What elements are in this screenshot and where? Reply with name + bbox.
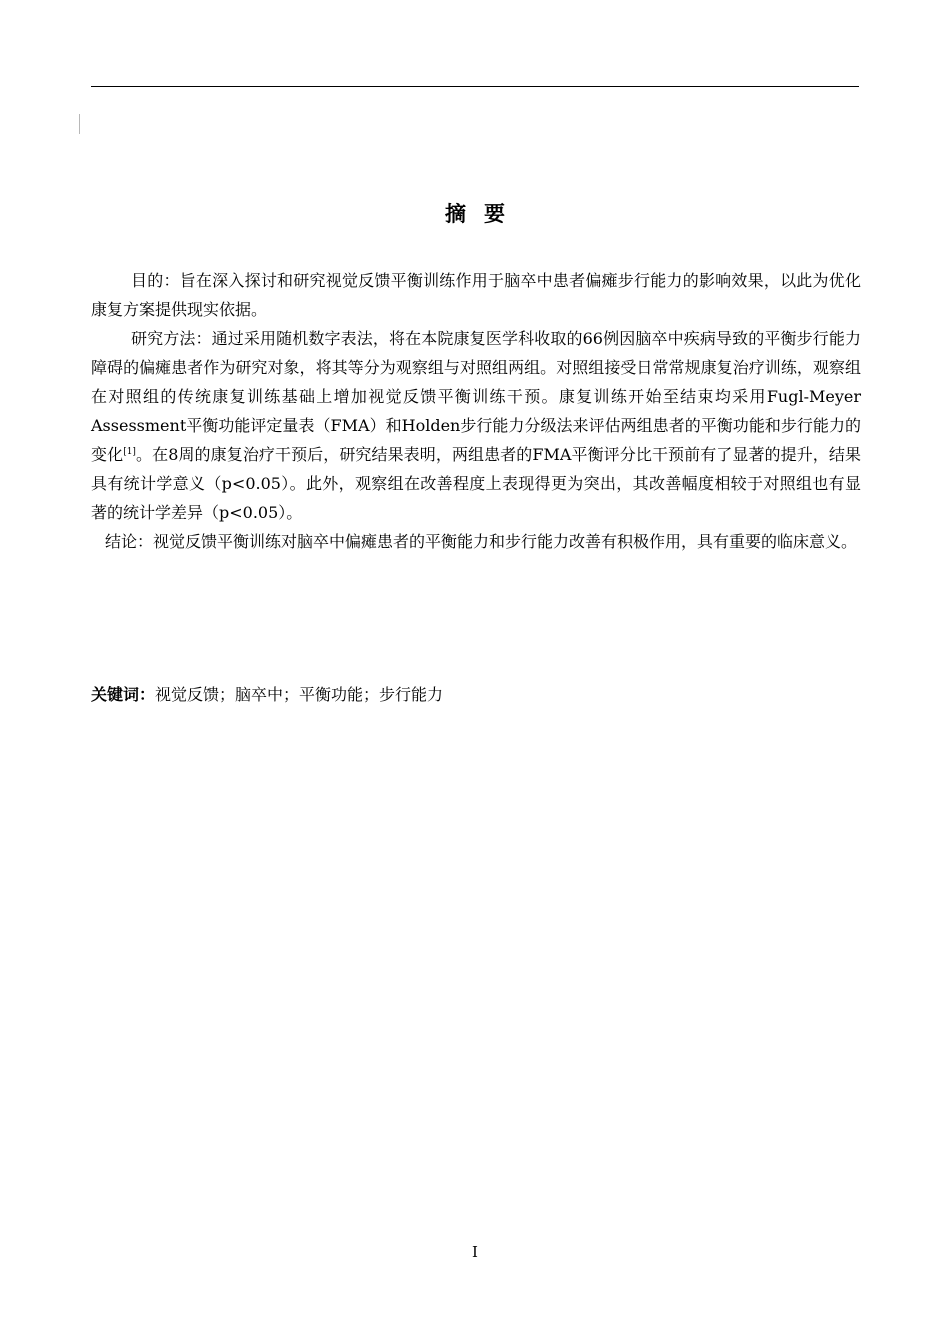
page-number: I [472, 1243, 478, 1261]
conclusion-paragraph: 结论：视觉反馈平衡训练对脑卒中偏瘫患者的平衡能力和步行能力改善有积极作用，具有重要的临床意义。 [105, 532, 858, 551]
page-title: 摘要 [445, 202, 523, 226]
margin-mark [79, 114, 80, 134]
header-rule [91, 86, 859, 87]
abstract-body [91, 266, 861, 556]
methods-text-continued: 。在8周的康复治疗干预后，研究结果表明，两组患者的FMA平衡评分比干预前有了显著的提升，结果具有统计学意义（p<0.05）。此外，观察组在改善程度上表现得更为突出，其改善幅度相较于对照组也有显著的统计学差异（p<0.05）。 [91, 445, 861, 522]
keywords-label: 关键词： [91, 685, 156, 704]
methods-paragraph [91, 324, 861, 527]
methods-text: 研究方法：通过采用随机数字表法，将在本院康复医学科收取的66例因脑卒中疾病导致的平衡步行能力障碍的偏瘫患者作为研究对象，将其等分为观察组与对照组两组。对照组接受日常常规康复治疗训练，观察组在对照组的传统康复训练基础上增加视觉反馈平衡训练干预。康复训练开始至结束均采用Fugl-Meyer Assessment平衡功能评定量表（FMA）和Holden步行能力分级法来评估两组患者的平衡功能和步行能力的变化 [91, 329, 861, 464]
keywords-line [91, 680, 861, 709]
purpose-paragraph: 目的：旨在深入探讨和研究视觉反馈平衡训练作用于脑卒中患者偏瘫步行能力的影响效果，以此为优化康复方案提供现实依据。 [91, 271, 861, 319]
keywords-list: 视觉反馈；脑卒中；平衡功能；步行能力 [155, 685, 444, 704]
citation-ref: [1] [123, 447, 136, 457]
